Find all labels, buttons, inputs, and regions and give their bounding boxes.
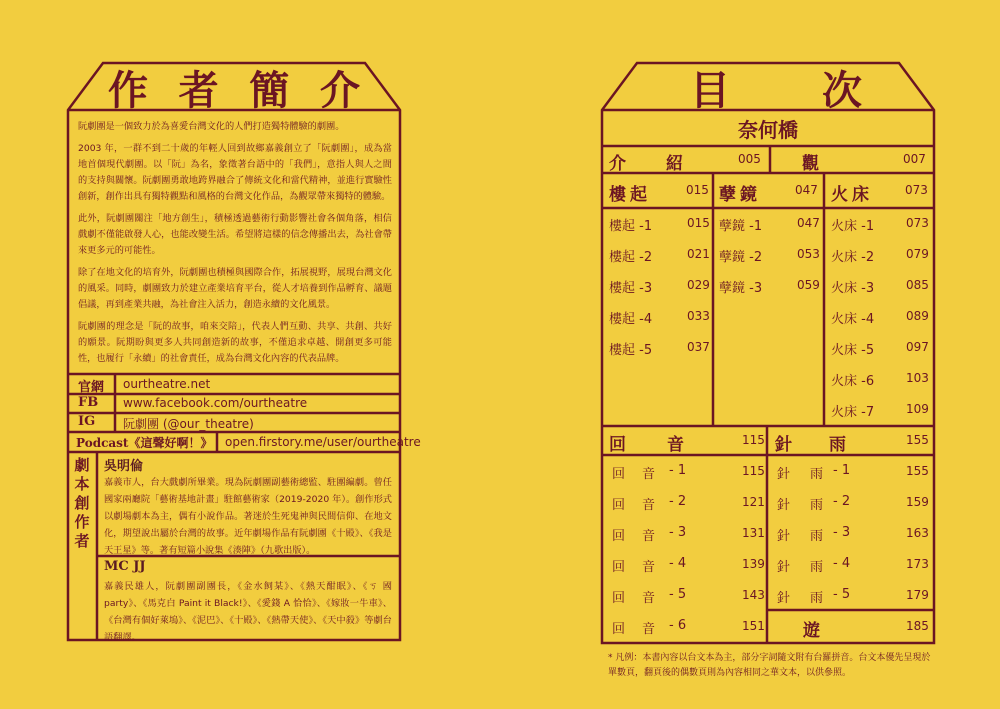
toc-entry-label: 孽鏡 -3 — [719, 281, 763, 296]
page-number: 163 — [906, 526, 929, 540]
toc-entry-suffix: - 3 — [833, 525, 851, 540]
facebook-link[interactable]: www.facebook.com/ourtheatre — [123, 396, 308, 410]
page-number: 109 — [906, 402, 929, 416]
page-number: 185 — [906, 619, 929, 633]
toc-entry-label: 樓起 -3 — [609, 281, 653, 296]
footnote — [608, 651, 948, 681]
label-char: 本 — [74, 475, 90, 493]
page-number: 139 — [742, 557, 765, 571]
toc-entry-label: 火床 -4 — [831, 312, 875, 327]
page-number: 155 — [906, 433, 929, 447]
page-number: 029 — [687, 278, 710, 292]
facebook-label: FB — [78, 395, 99, 410]
toc-entry-char: 音 — [642, 622, 656, 637]
toc-entry-label: 樓起 -5 — [609, 343, 653, 358]
contents-title — [690, 64, 862, 114]
page-number: 131 — [742, 526, 765, 540]
toc-entry-char: 回 — [612, 498, 626, 513]
author-intro-title — [108, 64, 360, 114]
page-number: 053 — [797, 247, 820, 261]
label-char: 創 — [74, 494, 90, 512]
podcast-label: Podcast《這聲好啊！》 — [76, 436, 213, 450]
author-name: MC JJ — [104, 559, 146, 574]
paragraph: 阮劇團的理念是「阮的故事，咱來交陪」，代表人們互動、共享、共創、共好的願景。阮期盼與更多人共同創造新的故事，不僅追求卓越、開創更多可能性，也履行「永續」的社會責任，成為台灣文化內容的代表品牌。 — [78, 321, 392, 364]
title-char: 簡 — [249, 66, 290, 114]
toc-entry-char: 針 — [777, 560, 791, 575]
page-number: 007 — [903, 152, 926, 166]
toc-section-head-char: 回 — [609, 435, 626, 455]
toc-entry-label: 火床 -7 — [831, 405, 875, 420]
page-number: 079 — [906, 247, 929, 261]
toc-entry-char: 針 — [777, 591, 791, 606]
toc-entry-suffix: - 1 — [833, 463, 851, 478]
author-bio: 嘉義民雄人，阮劇團副團長，《金水飼某》、《熱天酣眠》、《ㄎ 國 party》、《馬克白 Paint it Black!》、《愛錢 A 恰恰》、《嫁妝一牛車》、《台灣有個好萊塢》、《泥巴》、《十殿》、《熱帶天使》、《天中殺》等劇台語翻譯。 — [104, 581, 392, 643]
toc-entry-char: 音 — [642, 467, 656, 482]
page-number: 005 — [738, 152, 761, 166]
paragraph: 此外，阮劇團關注「地方創生」，積極透過藝術行動影響社會各個角落，相信戲劇不僅能啟發人心，也能改變生活。希望將這樣的信念傳播出去，為社會帶來更多元的可能性。 — [78, 213, 392, 256]
toc-section-head-char: 針 — [775, 435, 792, 455]
toc-entry-char: 回 — [612, 560, 626, 575]
toc-entry-label: 樓起 -2 — [609, 250, 653, 265]
page-number: 173 — [906, 557, 929, 571]
footnote-line: 單數頁，翻頁後的偶數頁則為內容相同之華文本，以供參照。 — [608, 668, 852, 678]
page-number: 103 — [906, 371, 929, 385]
title-char: 介 — [319, 66, 360, 114]
toc-entry-char: 音 — [642, 591, 656, 606]
page-number: 143 — [742, 588, 765, 602]
intro-text — [78, 119, 392, 367]
toc-entry-char: 雨 — [810, 529, 824, 544]
work-title: 奈何橋 — [738, 118, 798, 142]
title-char: 者 — [178, 66, 219, 114]
website-label: 官網 — [78, 380, 105, 395]
toc-entry-label: 孽鏡 -1 — [719, 219, 763, 234]
toc-entry-suffix: - 6 — [669, 618, 687, 633]
paragraph: 除了在地文化的培育外，阮劇團也積極與國際合作，拓展視野，展現台灣文化的風采。同時，劇團致力於建立產業培育平台，從人才培養到作品孵育、議題倡議，再到產業共融，為社會注入活力，創造永續的文化風景。 — [78, 267, 392, 310]
paragraph: 2003 年，一群不到二十歲的年輕人回到故鄉嘉義創立了「阮劇團」，成為當地首個現代劇團。以「阮」為名，象徵著台語中的「我們」，意指人與人之間的支持與關懷。阮劇團勇敢地跨界融合了傳統文化和當代精神，並進行實驗性創新，創作出具有獨特觀點和風格的台灣文化作品，為觀眾帶來獨特的體驗。 — [78, 143, 392, 202]
page-number: 037 — [687, 340, 710, 354]
page-number: 073 — [905, 183, 928, 197]
toc-entry-char: 針 — [777, 467, 791, 482]
author-name: 吳明倫 — [104, 459, 144, 474]
toc-section-head: 孽鏡 — [719, 185, 761, 205]
toc-entry-suffix: - 4 — [833, 556, 851, 571]
toc-entry-suffix: - 4 — [669, 556, 687, 571]
toc-section-head-char: 音 — [667, 435, 684, 455]
title-char: 次 — [822, 66, 862, 114]
page-number: 179 — [906, 588, 929, 602]
toc-entry-label: 火床 -6 — [831, 374, 875, 389]
page-number: 159 — [906, 495, 929, 509]
toc-entry-char: 針 — [777, 529, 791, 544]
label-char: 者 — [74, 532, 90, 550]
toc-entry-char: 雨 — [810, 467, 824, 482]
toc-entry-suffix: - 2 — [833, 494, 851, 509]
toc-entry-char: 回 — [612, 529, 626, 544]
label-char: 作 — [74, 513, 90, 531]
toc-entry-char: 雨 — [810, 560, 824, 575]
toc-entry-label: 火床 -3 — [831, 281, 875, 296]
toc-entry-suffix: - 2 — [669, 494, 687, 509]
page-number: 121 — [742, 495, 765, 509]
toc-entry-char: 雨 — [810, 498, 824, 513]
toc-entry-char: 雨 — [810, 591, 824, 606]
title-char: 作 — [108, 66, 148, 114]
page-number: 089 — [906, 309, 929, 323]
toc-guan: 觀 — [802, 154, 819, 174]
title-char: 目 — [690, 66, 730, 114]
page-number: 015 — [686, 183, 709, 197]
toc-entry-char: 回 — [612, 622, 626, 637]
toc-section-head-char: 雨 — [829, 435, 846, 455]
toc-entry-char: 回 — [612, 467, 626, 482]
toc-entry-label: 火床 -5 — [831, 343, 875, 358]
toc-entry-label: 火床 -1 — [831, 219, 875, 234]
page-number: 059 — [797, 278, 820, 292]
toc-entry-char: 音 — [642, 529, 656, 544]
page-number: 085 — [906, 278, 929, 292]
playwrights-label — [71, 456, 93, 551]
toc-intro-char: 介 — [609, 154, 626, 174]
page-number: 155 — [906, 464, 929, 478]
page-number: 097 — [906, 340, 929, 354]
page-number: 151 — [742, 619, 765, 633]
toc-section-head: 樓起 — [609, 185, 651, 205]
toc-entry-label: 孽鏡 -2 — [719, 250, 763, 265]
page-number: 021 — [687, 247, 710, 261]
paragraph: 阮劇團是一個致力於為喜愛台灣文化的人們打造獨特體驗的劇團。 — [78, 121, 345, 132]
page-number: 115 — [742, 464, 765, 478]
toc-entry-char: 針 — [777, 498, 791, 513]
podcast-link[interactable]: open.firstory.me/user/ourtheatre — [225, 435, 421, 449]
toc-you: 遊 — [803, 621, 820, 641]
instagram-label: IG — [78, 414, 96, 429]
page-number: 015 — [687, 216, 710, 230]
toc-intro-char: 紹 — [666, 154, 683, 174]
toc-entry-label: 樓起 -1 — [609, 219, 653, 234]
instagram-link[interactable]: 阮劇團 (@our_theatre) — [123, 417, 254, 431]
toc-entry-suffix: - 1 — [669, 463, 687, 478]
toc-entry-char: 音 — [642, 498, 656, 513]
toc-section-head: 火床 — [831, 185, 873, 205]
toc-entry-label: 火床 -2 — [831, 250, 875, 265]
toc-entry-label: 樓起 -4 — [609, 312, 653, 327]
toc-entry-suffix: - 5 — [833, 587, 851, 602]
toc-entry-char: 回 — [612, 591, 626, 606]
website-link[interactable]: ourtheatre.net — [123, 377, 211, 391]
page-number: 033 — [687, 309, 710, 323]
page-number: 047 — [797, 216, 820, 230]
toc-entry-suffix: - 5 — [669, 587, 687, 602]
toc-entry-char: 音 — [642, 560, 656, 575]
page-number: 073 — [906, 216, 929, 230]
toc-entry-suffix: - 3 — [669, 525, 687, 540]
page-number: 047 — [795, 183, 818, 197]
footnote-line: * 凡例：本書內容以台文本為主，部分字詞隨文附有台羅拼音。台文本優先呈現於 — [608, 653, 931, 663]
author-bio: 嘉義市人，台大戲劇所畢業。現為阮劇團副藝術總監、駐團編劇。曾任國家兩廳院「藝術基地計畫」駐館藝術家（2019-2020 年）。創作形式以劇場劇本為主，偶有小說作品。著迷於生死鬼神與民間信仰、在地文化，期望說出屬於台灣的故事。近年劇場作品有阮劇團《十殿》、《我是天王星》等。著有短篇小說集《湊陣》（九歌出版）。 — [104, 477, 392, 556]
page-number: 115 — [742, 433, 765, 447]
label-char: 劇 — [74, 456, 90, 474]
